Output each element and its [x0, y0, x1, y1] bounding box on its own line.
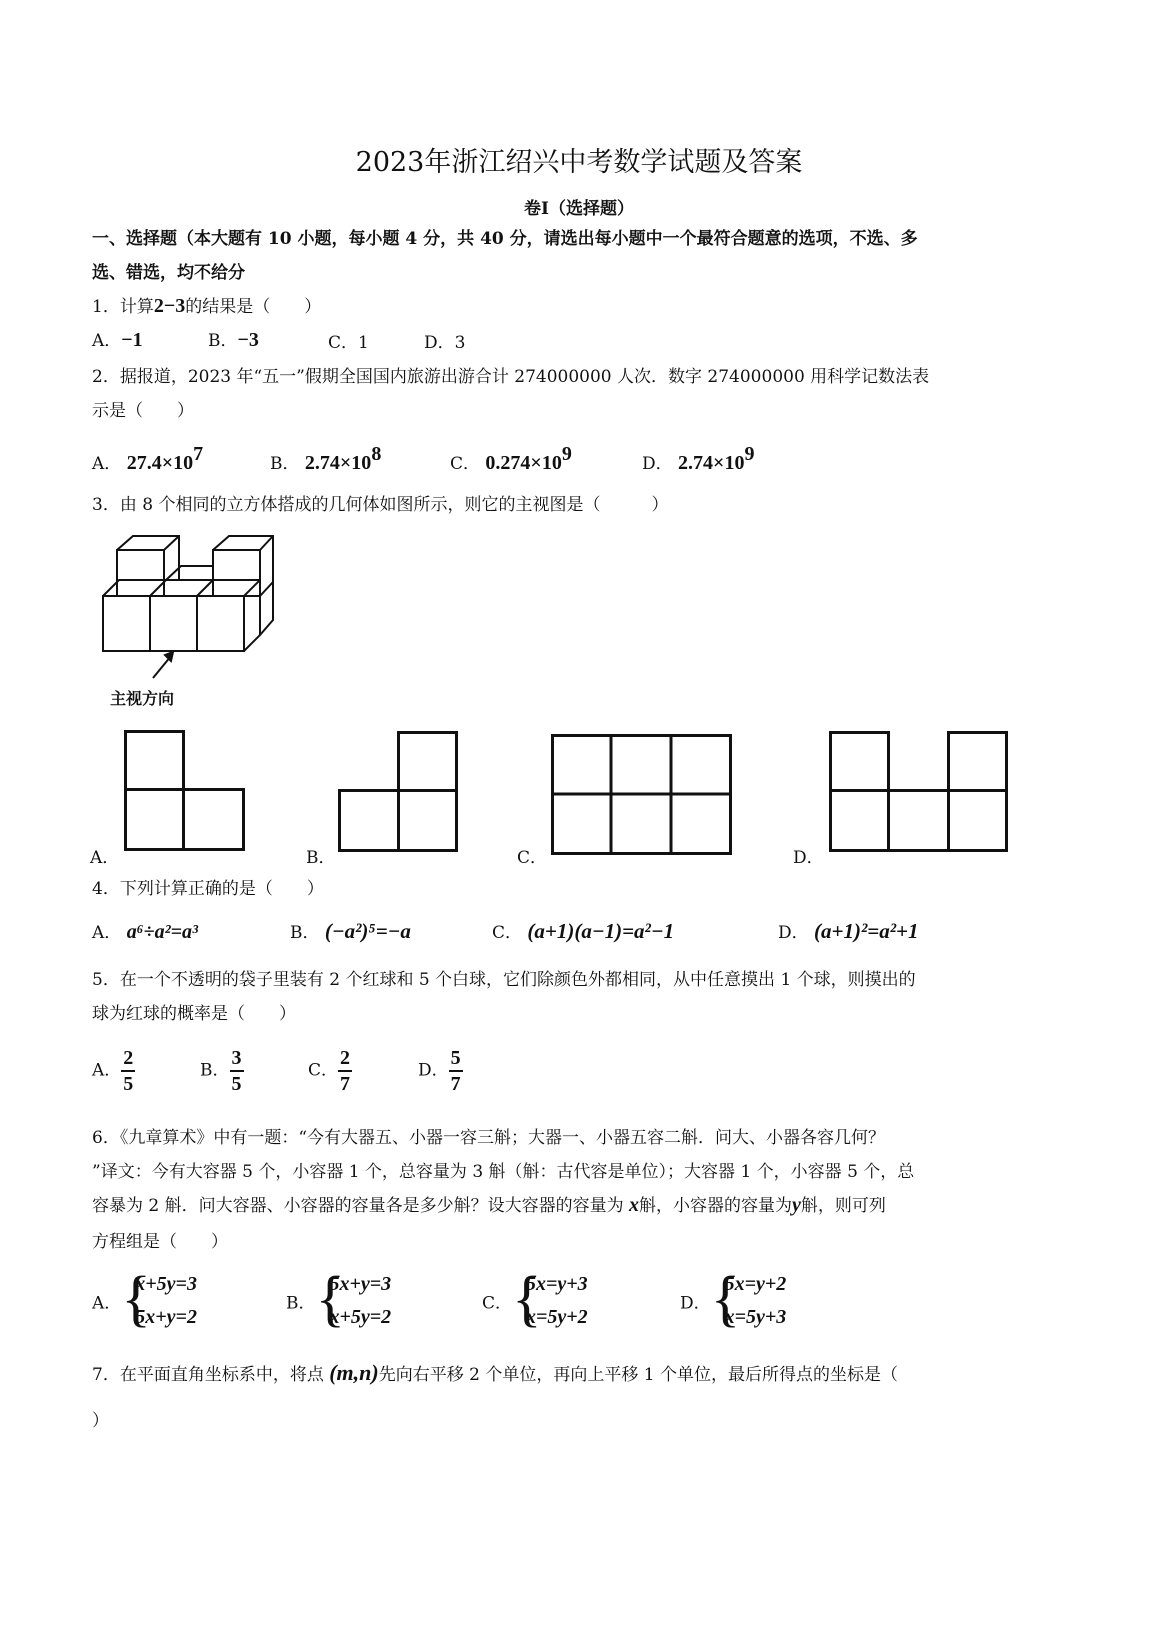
q5-option-d-label: D． [418, 1060, 449, 1081]
section-instructions-line2: 选、错选，均不给分 [92, 263, 245, 283]
q2-option-d-exp: 9 [744, 443, 755, 465]
q6-option-a-eq1: x+5y=3 [135, 1273, 197, 1295]
question-6-line1: 6．《九章算术》中有一题：“今有大器五、小器一容三斛；大器一、小器五容二斛．问大、小器各容几何？ [92, 1128, 886, 1148]
q6-option-b-label: B． [286, 1293, 316, 1314]
q2-option-a-base: 27.4×10 [126, 452, 194, 474]
q6-option-a-eq2: 5x+y=2 [135, 1306, 197, 1328]
q2-option-a-label: A． [92, 454, 122, 474]
q2-option-d-label: D． [642, 454, 673, 474]
q6-option-d-system [710, 1265, 787, 1334]
q4-option-d-expr: (a+1)²=a²+1 [814, 919, 919, 943]
q6-option-b-eq2: x+5y=2 [329, 1306, 392, 1328]
q5-option-b-num: 3 [230, 1046, 244, 1072]
q6-option-a-label: A． [92, 1293, 122, 1314]
q7-point: (m,n) [329, 1360, 379, 1385]
q6-option-b-eq1: 5x+y=3 [329, 1273, 392, 1295]
q1-option-c[interactable] [328, 328, 369, 353]
q2-option-c-label: C． [450, 454, 481, 474]
q5-option-a-fraction [121, 1046, 135, 1096]
q1-option-b-label: B． [208, 331, 238, 351]
question-2-line2: 示是（ ） [92, 401, 194, 421]
q4-option-a[interactable] [92, 918, 198, 944]
question-2-line1: 2．据报道，2023 年“五一”假期全国国内旅游出游合计 274000000 人次．数字 274000000 用科学记数法表 [92, 367, 930, 387]
q1-option-a-label: A． [92, 331, 122, 351]
question-6-line3 [92, 1191, 886, 1217]
q3-option-c-view [551, 734, 733, 856]
question-1-stem [92, 292, 321, 318]
q6-option-d-eq2: x=5y+3 [724, 1306, 787, 1328]
question-7-stem [92, 1360, 898, 1386]
q5-option-d-fraction [449, 1046, 463, 1096]
q1-option-b[interactable] [208, 326, 259, 352]
q5-option-c-fraction [338, 1046, 352, 1096]
q5-option-a-den: 5 [123, 1073, 134, 1095]
q4-option-c-expr: (a+1)(a−1)=a²−1 [527, 919, 675, 943]
q3-option-b-label[interactable]: B． [306, 848, 336, 868]
q2-option-a-exp: 7 [193, 443, 204, 465]
question-4-stem: 4．下列计算正确的是（ ） [92, 879, 324, 899]
q1-stem-post: 的结果是（ ） [185, 297, 322, 317]
q1-option-d-label: D． [424, 333, 455, 353]
q1-expression: 2−3 [153, 295, 186, 317]
q6-line3-pre: 容暴为 2 斛．问大容器、小容器的容量各是多少斛？设大容器的容量为 [92, 1196, 624, 1216]
q5-option-c-label: C． [308, 1060, 339, 1081]
q4-option-d-label: D． [778, 923, 809, 943]
q6-option-c-eq1: 5x=y+3 [526, 1273, 588, 1295]
q5-option-d-num: 5 [449, 1046, 463, 1072]
q4-option-c[interactable] [492, 918, 674, 944]
q1-option-a-value: −1 [121, 329, 143, 351]
question-7-line2: ） [92, 1411, 109, 1431]
q6-option-a-system [121, 1265, 197, 1334]
q5-option-b-den: 5 [231, 1073, 242, 1095]
q6-option-a[interactable] [92, 1265, 197, 1334]
q6-option-c-system [512, 1265, 588, 1334]
q5-option-d-den: 7 [450, 1073, 461, 1095]
q1-option-c-label: C． [328, 333, 359, 353]
page-title: 2023年浙江绍兴中考数学试题及答案 [355, 147, 803, 178]
question-5-line2: 球为红球的概率是（ ） [92, 1004, 296, 1024]
q6-option-a-brace: { [121, 1265, 152, 1333]
q1-stem-pre: 1．计算 [92, 297, 154, 317]
q5-option-c[interactable] [308, 1046, 352, 1096]
q3-option-b-view [338, 731, 460, 853]
q6-variable-y: y [792, 1194, 801, 1216]
question-6-line4: 方程组是（ ） [92, 1232, 228, 1252]
q5-option-c-num: 2 [338, 1046, 352, 1072]
q2-option-c-exp: 9 [561, 443, 572, 465]
q1-option-a[interactable] [92, 326, 143, 352]
q1-option-b-value: −3 [237, 329, 259, 351]
q3-option-c-label[interactable]: C． [517, 848, 548, 868]
q2-option-b-exp: 8 [371, 443, 382, 465]
q3-option-d-label[interactable]: D． [793, 848, 824, 868]
q2-option-c[interactable] [450, 443, 572, 475]
q1-option-d[interactable] [424, 328, 465, 353]
q7-stem-pre: 7．在平面直角坐标系中，将点 [92, 1365, 324, 1385]
q5-option-a-label: A． [92, 1060, 122, 1081]
q4-option-b-label: B． [290, 923, 320, 943]
q6-option-d-label: D． [680, 1293, 711, 1314]
q2-option-a[interactable] [92, 443, 203, 475]
section-instructions-line1: 一、选择题（本大题有 10 小题，每小题 4 分，共 40 分，请选出每小题中一个最符合题意的选项，不选、多 [92, 229, 918, 249]
q3-option-a-view [124, 730, 246, 852]
q6-option-b-brace: { [315, 1265, 346, 1333]
q5-option-b-label: B． [200, 1060, 230, 1081]
q6-option-c[interactable] [482, 1265, 588, 1334]
q2-option-b[interactable] [270, 443, 381, 475]
q2-option-b-base: 2.74×10 [304, 452, 372, 474]
q2-option-c-base: 0.274×10 [485, 452, 562, 474]
q4-option-b-expr: (−a²)⁵=−a [324, 919, 411, 943]
q6-option-d[interactable] [680, 1265, 787, 1334]
q6-option-d-brace: { [710, 1265, 741, 1333]
q4-option-b[interactable] [290, 918, 411, 944]
q1-option-d-value: 3 [454, 333, 466, 353]
q2-option-d[interactable] [642, 443, 754, 475]
q4-option-d[interactable] [778, 918, 919, 944]
q7-stem-post: 先向右平移 2 个单位，再向上平移 1 个单位，最后所得点的坐标是（ [378, 1365, 898, 1385]
q5-option-a[interactable] [92, 1046, 135, 1096]
q6-line3-post: 斛，则可列 [800, 1196, 886, 1216]
q5-option-b-fraction [230, 1046, 244, 1096]
q2-option-d-base: 2.74×10 [678, 452, 745, 474]
q6-variable-x: x [629, 1194, 640, 1216]
question-5-line1: 5．在一个不透明的袋子里装有 2 个红球和 5 个白球，它们除颜色外都相同，从中任意摸出 1 个球，则摸出的 [92, 970, 916, 990]
question-6-line2: ”译文：今有大容器 5 个，小容器 1 个，总容量为 3 斛（斛：古代容是单位）；大容器 1 个，小容器 5 个，总 [92, 1162, 915, 1182]
q3-solid-figure [95, 530, 285, 710]
volume-heading: 卷Ⅰ（选择题） [524, 199, 634, 219]
question-3-stem: 3．由 8 个相同的立方体搭成的几何体如图所示，则它的主视图是（ ） [92, 495, 669, 515]
q6-option-d-eq1: 5x=y+2 [724, 1273, 787, 1295]
q3-figure-caption: 主视方向 [110, 689, 175, 708]
q4-option-c-label: C． [492, 923, 523, 943]
q6-option-c-eq2: x=5y+2 [526, 1306, 588, 1328]
q4-option-a-label: A． [92, 923, 122, 943]
q5-option-c-den: 7 [340, 1073, 351, 1095]
q6-option-c-brace: { [512, 1265, 542, 1333]
q6-option-c-label: C． [482, 1293, 513, 1314]
q6-line3-mid: 斛，小容器的容量为 [639, 1196, 793, 1216]
q5-option-d[interactable] [418, 1046, 463, 1096]
q1-option-c-value: 1 [358, 333, 369, 353]
q2-option-b-label: B． [270, 454, 300, 474]
q3-option-d-view [829, 731, 1011, 853]
q3-option-a-label[interactable]: A． [90, 848, 120, 868]
q6-option-b-system [315, 1265, 392, 1334]
q5-option-a-num: 2 [121, 1046, 135, 1072]
q4-option-a-expr: a⁶÷a²=a³ [126, 921, 199, 943]
q6-option-b[interactable] [286, 1265, 392, 1334]
q5-option-b[interactable] [200, 1046, 244, 1096]
